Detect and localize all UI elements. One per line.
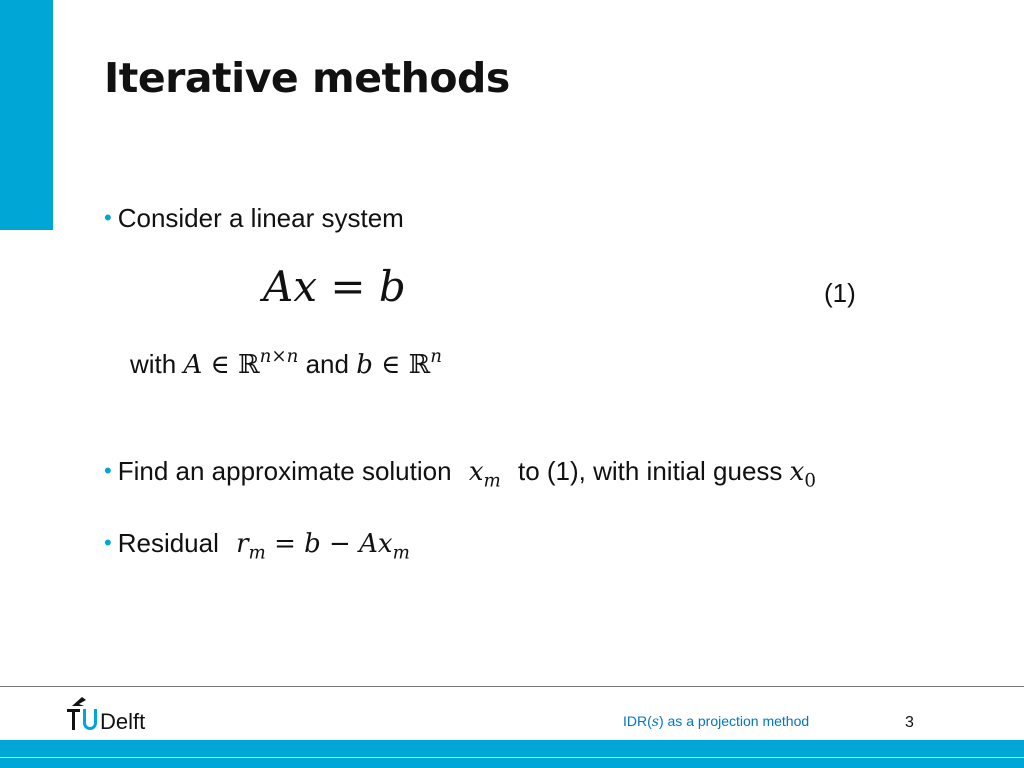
bullet-icon: • xyxy=(104,530,112,555)
math-x-m: $x_m$ xyxy=(468,457,501,492)
tu-delft-logo xyxy=(64,694,174,734)
page-number: 3 xyxy=(905,714,914,731)
footer-divider xyxy=(0,686,1024,687)
slide-title: Iterative methods xyxy=(104,54,510,102)
math-x-0: $x_0$ xyxy=(789,457,816,492)
math-residual-formula: $r_m = b - Ax_m$ xyxy=(236,529,410,564)
presentation-title xyxy=(623,713,809,730)
bullet-consider-linear-system xyxy=(104,203,404,234)
bullet-icon: • xyxy=(104,458,112,483)
with-word: with xyxy=(130,348,177,379)
footer-band-line xyxy=(0,757,1024,758)
bullet-residual xyxy=(104,528,410,563)
bullet-text: Consider a linear system xyxy=(117,203,404,233)
math-real-set-n: ℝ$^n$ xyxy=(408,346,442,380)
math-A: A xyxy=(183,349,203,380)
logo-wordmark: Delft xyxy=(100,709,146,734)
equation-number: (1) xyxy=(824,278,856,308)
bullet-find-approximate-solution xyxy=(104,456,816,491)
math-element-of-2: ∈ xyxy=(372,349,409,380)
bullet-icon: • xyxy=(104,205,112,230)
accent-bar xyxy=(0,0,53,230)
bullet-text-pre: Find an approximate solution xyxy=(117,456,452,486)
bullet-text-mid: to (1), with initial guess xyxy=(517,456,783,486)
and-word: and xyxy=(305,348,349,379)
math-b: b xyxy=(356,349,373,380)
footer-band xyxy=(0,740,1024,768)
bullet-text: Residual xyxy=(117,528,219,558)
math-element-of: ∈ xyxy=(202,349,239,380)
flame-icon xyxy=(72,697,86,706)
presentation-title-var: s xyxy=(651,714,659,730)
presentation-title-post: ) as a projection method xyxy=(658,713,810,729)
presentation-title-pre: IDR( xyxy=(623,713,652,729)
math-real-set: ℝ$^{n\times n}$ xyxy=(238,346,299,380)
equation-ax-equals-b: Ax = b xyxy=(263,262,406,311)
with-condition-line xyxy=(130,346,442,380)
